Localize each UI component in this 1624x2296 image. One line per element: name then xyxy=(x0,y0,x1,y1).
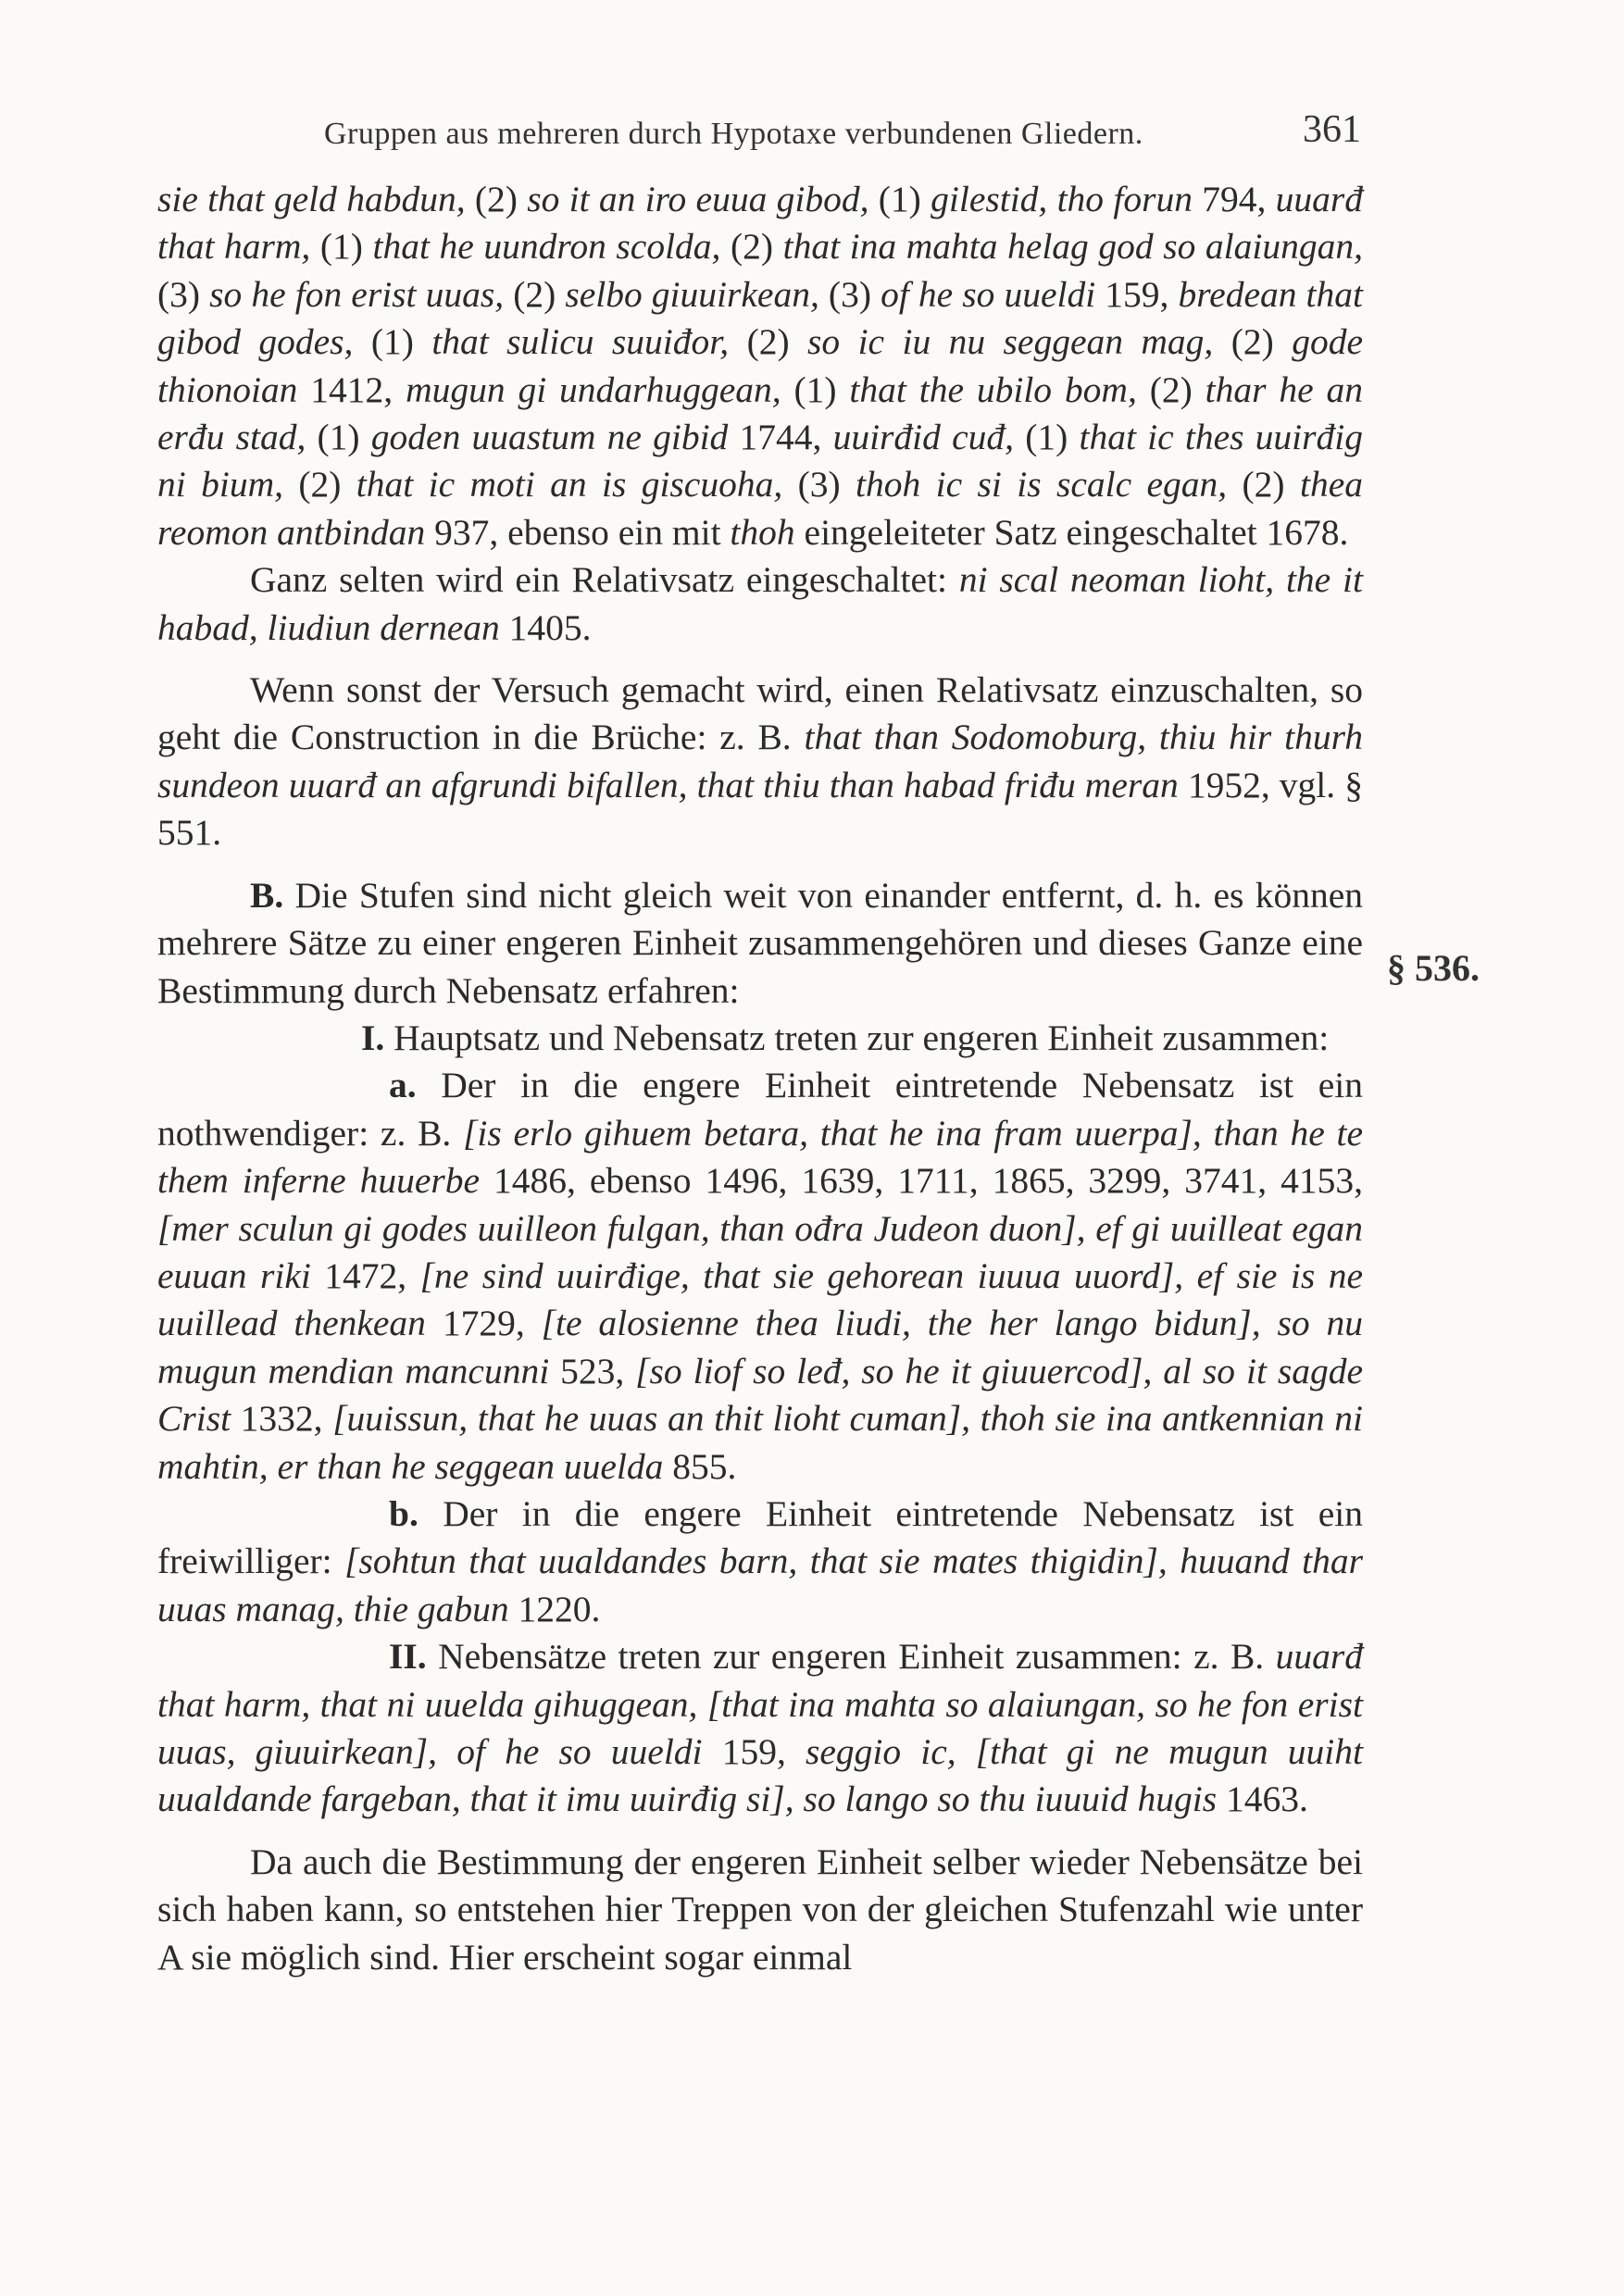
quoted-text: gode thionoian xyxy=(157,321,1363,410)
quoted-text: uuirđid cuđ, xyxy=(832,417,1015,458)
page-header xyxy=(157,102,1361,157)
quoted-text: mugun gi undarhuggean, xyxy=(406,368,781,410)
text-run: (3) xyxy=(818,273,881,315)
quoted-text: bredean that gibod godes, xyxy=(157,273,1364,363)
quoted-text: [sohtun that uualdandes barn, that sie mates thigidin], huuand thar uuas manag, thie gabun xyxy=(157,1541,1363,1629)
paragraph-item-a xyxy=(157,1062,1363,1491)
text-run: Hauptsatz und Nebensatz treten zur engeren Einheit zusammen: xyxy=(384,1017,1330,1058)
text-run: 1332, xyxy=(231,1398,333,1440)
quoted-text: thoh xyxy=(730,511,795,553)
text-run: 1744, xyxy=(728,417,833,458)
text-run: Ganz selten wird ein Relativsatz eingeschaltet: xyxy=(250,559,959,601)
quoted-text: [so liof so leđ, so he it giuuercod], al so it sagde Crist xyxy=(157,1350,1363,1440)
text-run: Die Stufen sind nicht gleich weit von einander entfernt, d. h. es können mehrere Sätze zu einer engeren Einheit zusammengehören und dieses Ganze eine Bestimmung durch Nebensatz erfahren: xyxy=(157,874,1363,1011)
text-run: (2) xyxy=(720,226,783,268)
text-run: 523, xyxy=(549,1350,636,1391)
quoted-text: of he so uueldi xyxy=(881,273,1096,315)
section-marker: § 536. xyxy=(1387,947,1480,989)
quoted-text: that than Sodomoburg, thiu hir thurh sundeon uuarđ an afgrundi bifallen, that thiu than habad friđu meran xyxy=(157,717,1363,805)
text-run: Nebensätze treten zur engeren Einheit zusammen: z. B. xyxy=(426,1636,1276,1678)
text-run: 1472, xyxy=(310,1254,420,1296)
quoted-text: [is erlo gihuem betara, that he ina fram uuerpa], than he te them inferne huuerbe xyxy=(157,1112,1363,1202)
quoted-text: that he uundron scolda, xyxy=(372,226,721,268)
quoted-text: uuarđ that harm, xyxy=(157,179,1364,268)
text-run: 1220. xyxy=(508,1588,601,1629)
text-run: (2) xyxy=(729,321,808,363)
quoted-text: selbo giuuirkean, xyxy=(565,273,819,315)
text-run: (2) xyxy=(282,464,356,505)
quoted-text: thar he an erđu stad, xyxy=(157,368,1364,458)
quoted-text: [mer sculun gi godes uuilleon fulgan, than ođra Judeon duon], ef gi uuilleat egan euuan riki xyxy=(157,1207,1363,1296)
text-run: (2) xyxy=(1213,321,1293,363)
paragraph-label: II. xyxy=(389,1636,427,1678)
text-run: Da auch die Bestimmung der engeren Einheit selber wieder Nebensätze bei sich haben kann, so entstehen hier Treppen von der gleichen Stufenzahl wie unter A sie möglich sind. Hier erscheint sogar einmal xyxy=(157,1841,1363,1978)
text-run: 159, xyxy=(1095,273,1179,315)
paragraph-label: I. xyxy=(361,1017,385,1058)
text-run: eingeleiteter Satz eingeschaltet 1678. xyxy=(794,511,1349,553)
quoted-text: so ic iu nu seggean mag, xyxy=(807,321,1214,363)
text-run: 1463. xyxy=(1217,1778,1308,1820)
paragraph-label: b. xyxy=(389,1492,418,1534)
text-run: Wenn sonst der Versuch gemacht wird, einen Relativsatz einzuschalten, so geht die Construction in die Brüche: z. B. xyxy=(157,669,1363,758)
text-run: (2) xyxy=(504,273,566,315)
text-run: (1) xyxy=(868,179,931,219)
quoted-text: ni scal neoman lioht, the it habad, liudiun dernean xyxy=(157,559,1363,648)
paragraph-item-b xyxy=(157,1491,1363,1633)
text-run: (2) xyxy=(465,179,528,219)
text-run: 159, xyxy=(702,1731,806,1772)
text-run: (1) xyxy=(353,321,432,363)
text-run: 855. xyxy=(663,1445,737,1487)
quoted-text: [uuissun, that he uuas an thit lioht cuman], thoh sie ina antkennian ni mahtin, er than he seggean uuelda xyxy=(157,1398,1363,1487)
quoted-text: thoh ic si is scalc egan, xyxy=(856,464,1228,505)
text-run: 1952, vgl. § 551. xyxy=(157,764,1363,854)
paragraph-treppen xyxy=(157,1839,1363,1981)
quoted-text: sie that geld habdun, xyxy=(157,179,466,219)
paragraph-versuch xyxy=(157,667,1363,857)
text-run: (1) xyxy=(310,226,373,268)
text-run: 794, xyxy=(1192,179,1276,219)
text-run: 1405. xyxy=(499,606,592,648)
quoted-text: so it an iro euua gibod, xyxy=(527,179,869,219)
quoted-text: [te alosienne thea liudi, the her lango bidun], so nu mugun mendian mancunni xyxy=(157,1303,1364,1391)
paragraph-label: a. xyxy=(389,1065,417,1106)
text-run: (3) xyxy=(157,273,210,315)
paragraph-section-b xyxy=(157,872,1363,1015)
quoted-text: [ne sind uuirđige, that sie gehorean iuuua uuord], ef sie is ne uuillead thenkean xyxy=(157,1254,1363,1344)
paragraph-item-i xyxy=(157,1015,1363,1062)
text-run: (3) xyxy=(782,464,856,505)
quoted-text: that ic moti an is giscuoha, xyxy=(356,464,783,505)
quoted-text: so he fon erist uuas, xyxy=(209,273,505,315)
text-run: (2) xyxy=(1136,368,1206,410)
text-run: (2) xyxy=(1227,464,1300,505)
text-run: (1) xyxy=(306,417,371,458)
quoted-text: uuarđ that harm, that ni uuelda gihuggean, [that ina mahta so alaiungan, so he fon erist uuas, giuuirkean], of he so uueldi xyxy=(157,1636,1363,1772)
paragraph-item-ii xyxy=(157,1633,1363,1824)
quoted-text: that ina mahta helag god so alaiungan, xyxy=(782,226,1363,268)
paragraph-continuation xyxy=(157,176,1363,556)
text-run: 1486, ebenso 1496, 1639, 1711, 1865, 3299, 3741, 4153, xyxy=(480,1160,1363,1202)
text-run: (1) xyxy=(781,368,850,410)
text-run: 1729, xyxy=(425,1303,542,1344)
text-run: (1) xyxy=(1014,417,1080,458)
quoted-text: thea reomon antbindan xyxy=(157,464,1363,553)
body-text xyxy=(157,176,1363,1981)
quoted-text: that ic thes uuirđig ni bium, xyxy=(157,417,1363,505)
quoted-text: that the ubilo bom, xyxy=(849,368,1137,410)
page-number: 361 xyxy=(1303,108,1361,151)
text-run: 1412, xyxy=(297,368,406,410)
quoted-text: that sulicu suuiđor, xyxy=(431,321,730,363)
paragraph-relativsatz xyxy=(157,556,1363,652)
quoted-text: seggio ic, [that gi ne mugun uuiht uualdande fargeban, that it imu uuirđig si], so lango so thu iuuuid hugis xyxy=(157,1731,1363,1820)
text-run: 937, ebenso ein mit xyxy=(425,511,731,553)
text-run: Der in die engere Einheit eintretende Nebensatz ist ein freiwilliger: xyxy=(157,1492,1363,1582)
running-title: Gruppen aus mehreren durch Hypotaxe verbundenen Gliedern. xyxy=(324,117,1143,151)
quoted-text: goden uuastum ne gibid xyxy=(370,417,729,458)
quoted-text: gilestid, tho forun xyxy=(931,179,1193,219)
text-run: Der in die engere Einheit eintretende Nebensatz ist ein nothwendiger: z. B. xyxy=(157,1065,1363,1154)
paragraph-label: B. xyxy=(250,874,284,916)
